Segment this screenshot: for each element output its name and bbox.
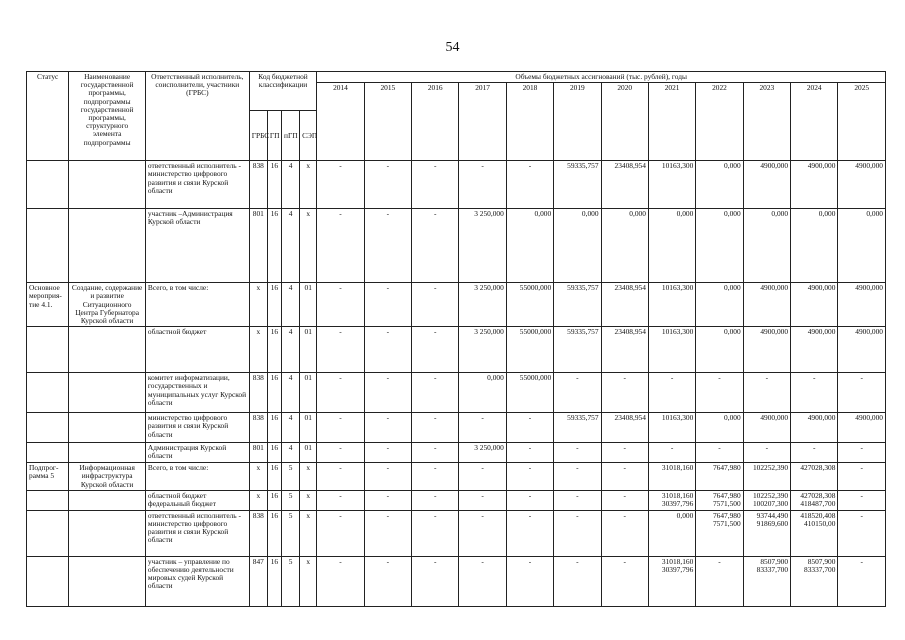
cell-name xyxy=(69,510,146,556)
cell-value: 10163,300 xyxy=(648,413,695,443)
cell-code: 838 xyxy=(249,413,267,443)
cell-value: 4900,000 xyxy=(791,161,838,209)
cell-value: - xyxy=(601,510,648,556)
cell-value: - xyxy=(364,327,411,373)
cell-value: 0,000 xyxy=(696,283,743,327)
header-code-group: Код бюджетной классификации xyxy=(249,72,317,111)
cell-value: 55000,000 xyxy=(506,283,553,327)
cell-code: х xyxy=(249,327,267,373)
cell-value: 0,000 xyxy=(648,209,695,283)
cell-status xyxy=(27,373,69,413)
header-executor: Ответственный исполнитель, соисполнители, участники (ГРБС) xyxy=(145,72,249,161)
cell-code: 16 xyxy=(267,373,281,413)
cell-value: - xyxy=(791,443,838,463)
cell-value: 31018,160 xyxy=(648,463,695,491)
cell-value: - xyxy=(696,373,743,413)
cell-name xyxy=(69,161,146,209)
header-code: ГРБС xyxy=(249,111,267,161)
cell-executor: министерство цифрового развития и связи Курской области xyxy=(145,413,249,443)
cell-value: 23408,954 xyxy=(601,327,648,373)
cell-value: 427028,308 xyxy=(791,463,838,491)
cell-value: 23408,954 xyxy=(601,413,648,443)
cell-value: - xyxy=(317,161,364,209)
cell-value: - xyxy=(506,161,553,209)
header-year: 2020 xyxy=(601,83,648,161)
cell-status xyxy=(27,327,69,373)
cell-value: - xyxy=(838,510,886,556)
header-year: 2018 xyxy=(506,83,553,161)
cell-value: 0,000 xyxy=(648,510,695,556)
cell-value: - xyxy=(506,556,553,606)
header-year: 2015 xyxy=(364,83,411,161)
cell-code: 16 xyxy=(267,413,281,443)
cell-value: - xyxy=(412,556,459,606)
cell-value: 4900,000 xyxy=(743,283,790,327)
cell-value: - xyxy=(317,283,364,327)
cell-code: 01 xyxy=(300,327,317,373)
cell-code: 16 xyxy=(267,490,281,510)
cell-executor: комитет информатизации, государственных и муниципальных услуг Курской области xyxy=(145,373,249,413)
cell-name xyxy=(69,209,146,283)
table-row xyxy=(27,373,886,413)
cell-code: 4 xyxy=(281,443,299,463)
cell-code: 16 xyxy=(267,161,281,209)
cell-value: 0,000 xyxy=(554,209,601,283)
cell-value: - xyxy=(554,443,601,463)
cell-value: - xyxy=(459,490,506,510)
cell-value: - xyxy=(506,463,553,491)
header-year: 2016 xyxy=(412,83,459,161)
cell-status xyxy=(27,556,69,606)
cell-value: - xyxy=(364,463,411,491)
cell-value: - xyxy=(412,443,459,463)
cell-code: 4 xyxy=(281,373,299,413)
cell-value: 10163,300 xyxy=(648,283,695,327)
cell-code: 4 xyxy=(281,209,299,283)
cell-value: - xyxy=(554,490,601,510)
cell-code: 5 xyxy=(281,510,299,556)
cell-code: х xyxy=(300,556,317,606)
cell-value: 0,000 xyxy=(838,209,886,283)
cell-name xyxy=(69,556,146,606)
cell-value: 10163,300 xyxy=(648,327,695,373)
cell-executor: областной бюджет xyxy=(145,327,249,373)
table-row xyxy=(27,413,886,443)
cell-value: - xyxy=(601,373,648,413)
cell-code: 4 xyxy=(281,283,299,327)
header-volume-group: Объемы бюджетных ассигнований (тыс. рублей), годы xyxy=(317,72,886,83)
table-row xyxy=(27,161,886,209)
cell-code: 801 xyxy=(249,443,267,463)
cell-value: 418520,408 410150,00 xyxy=(791,510,838,556)
cell-value: - xyxy=(506,443,553,463)
cell-value: - xyxy=(459,413,506,443)
cell-code: х xyxy=(249,490,267,510)
cell-code: 16 xyxy=(267,327,281,373)
cell-value: - xyxy=(648,373,695,413)
cell-value: 3 250,000 xyxy=(459,209,506,283)
cell-value: - xyxy=(506,490,553,510)
cell-value: 59335,757 xyxy=(554,413,601,443)
cell-executor: участник –Администрация Курской области xyxy=(145,209,249,283)
cell-code: 01 xyxy=(300,283,317,327)
cell-value: - xyxy=(317,510,364,556)
cell-value: 0,000 xyxy=(506,209,553,283)
cell-executor: Администрация Курской области xyxy=(145,443,249,463)
table-row xyxy=(27,327,886,373)
cell-name xyxy=(69,413,146,443)
cell-code: 838 xyxy=(249,373,267,413)
cell-value: - xyxy=(317,490,364,510)
cell-value: 8507,900 83337,700 xyxy=(791,556,838,606)
cell-code: 16 xyxy=(267,510,281,556)
header-year: 2023 xyxy=(743,83,790,161)
cell-value: 102252,390 xyxy=(743,463,790,491)
cell-value: - xyxy=(743,373,790,413)
cell-value: 427028,308 418487,700 xyxy=(791,490,838,510)
header-year: 2017 xyxy=(459,83,506,161)
header-year: 2022 xyxy=(696,83,743,161)
cell-value: 102252,390 100207,300 xyxy=(743,490,790,510)
budget-table xyxy=(26,71,886,607)
cell-value: 4900,000 xyxy=(791,283,838,327)
cell-value: - xyxy=(459,161,506,209)
cell-executor: участник – управление по обеспечению деятельности мировых судей Курской области xyxy=(145,556,249,606)
cell-value: 0,000 xyxy=(791,209,838,283)
cell-value: - xyxy=(554,463,601,491)
cell-code: х xyxy=(300,490,317,510)
cell-code: х xyxy=(249,283,267,327)
cell-value: - xyxy=(412,161,459,209)
cell-value: - xyxy=(838,443,886,463)
cell-status: Подпрог-рамма 5 xyxy=(27,463,69,491)
cell-value: - xyxy=(317,556,364,606)
cell-status xyxy=(27,443,69,463)
cell-code: 5 xyxy=(281,490,299,510)
cell-value: - xyxy=(506,510,553,556)
cell-value: - xyxy=(364,413,411,443)
cell-code: х xyxy=(300,463,317,491)
cell-executor: Всего, в том числе: xyxy=(145,283,249,327)
cell-name xyxy=(69,373,146,413)
cell-value: 3 250,000 xyxy=(459,283,506,327)
header-year: 2024 xyxy=(791,83,838,161)
cell-value: - xyxy=(317,413,364,443)
header-code: пГП xyxy=(281,111,299,161)
cell-value: 4900,000 xyxy=(838,413,886,443)
cell-value: 0,000 xyxy=(696,161,743,209)
cell-executor: Всего, в том числе: xyxy=(145,463,249,491)
cell-code: 847 xyxy=(249,556,267,606)
cell-value: 59335,757 xyxy=(554,283,601,327)
cell-value: - xyxy=(364,510,411,556)
cell-value: 4900,000 xyxy=(838,161,886,209)
cell-value: 0,000 xyxy=(459,373,506,413)
cell-value: - xyxy=(601,490,648,510)
cell-value: - xyxy=(459,510,506,556)
cell-value: - xyxy=(554,373,601,413)
cell-value: 0,000 xyxy=(696,327,743,373)
cell-code: 5 xyxy=(281,556,299,606)
header-year: 2019 xyxy=(554,83,601,161)
cell-value: 4900,000 xyxy=(743,413,790,443)
cell-code: 4 xyxy=(281,413,299,443)
cell-value: 0,000 xyxy=(696,209,743,283)
cell-value: - xyxy=(696,443,743,463)
cell-name: Информационная инфраструктура Курской области xyxy=(69,463,146,491)
cell-value: - xyxy=(317,443,364,463)
cell-value: 7647,980 xyxy=(696,463,743,491)
cell-value: - xyxy=(412,373,459,413)
cell-value: - xyxy=(412,510,459,556)
cell-value: 55000,000 xyxy=(506,327,553,373)
cell-code: х xyxy=(300,161,317,209)
cell-value: - xyxy=(364,161,411,209)
cell-value: 23408,954 xyxy=(601,161,648,209)
cell-status xyxy=(27,490,69,510)
table-row xyxy=(27,556,886,606)
cell-status xyxy=(27,413,69,443)
header-status: Статус xyxy=(27,72,69,161)
cell-value: 4900,000 xyxy=(791,327,838,373)
cell-value: - xyxy=(412,413,459,443)
cell-value: 4900,000 xyxy=(791,413,838,443)
cell-value: - xyxy=(459,463,506,491)
cell-code: 838 xyxy=(249,161,267,209)
cell-code: 16 xyxy=(267,443,281,463)
header-code: ГП xyxy=(267,111,281,161)
cell-code: х xyxy=(249,463,267,491)
page-number: 54 xyxy=(445,40,460,55)
cell-value: 3 250,000 xyxy=(459,443,506,463)
cell-name xyxy=(69,443,146,463)
header-year: 2014 xyxy=(317,83,364,161)
cell-value: 93744,490 91869,600 xyxy=(743,510,790,556)
cell-value: - xyxy=(364,443,411,463)
cell-value: - xyxy=(791,373,838,413)
cell-value: - xyxy=(838,556,886,606)
cell-code: 01 xyxy=(300,413,317,443)
cell-value: - xyxy=(412,463,459,491)
cell-value: - xyxy=(364,283,411,327)
cell-value: - xyxy=(317,209,364,283)
cell-value: 7647,980 7571,500 xyxy=(696,490,743,510)
cell-value: - xyxy=(459,556,506,606)
cell-code: 16 xyxy=(267,556,281,606)
cell-code: 16 xyxy=(267,209,281,283)
cell-value: 59335,757 xyxy=(554,327,601,373)
cell-value: - xyxy=(554,510,601,556)
cell-status xyxy=(27,161,69,209)
cell-value: - xyxy=(838,373,886,413)
cell-code: 4 xyxy=(281,161,299,209)
cell-value: - xyxy=(364,209,411,283)
table-row xyxy=(27,510,886,556)
cell-value: - xyxy=(412,283,459,327)
cell-value: - xyxy=(601,556,648,606)
cell-value: 59335,757 xyxy=(554,161,601,209)
cell-name xyxy=(69,490,146,510)
cell-value: - xyxy=(601,443,648,463)
cell-value: - xyxy=(364,490,411,510)
cell-code: 01 xyxy=(300,443,317,463)
table-row xyxy=(27,490,886,510)
cell-status: Основное мероприя-тие 4.1. xyxy=(27,283,69,327)
cell-value: - xyxy=(412,490,459,510)
cell-value: - xyxy=(412,327,459,373)
cell-code: 01 xyxy=(300,373,317,413)
cell-value: 4900,000 xyxy=(838,327,886,373)
cell-value: 8507,900 83337,700 xyxy=(743,556,790,606)
cell-executor: ответственный исполнитель - министерство цифрового развития и связи Курской области xyxy=(145,161,249,209)
cell-value: - xyxy=(554,556,601,606)
cell-code: 16 xyxy=(267,463,281,491)
cell-code: 4 xyxy=(281,327,299,373)
cell-value: - xyxy=(648,443,695,463)
cell-executor: областной бюджет федеральный бюджет xyxy=(145,490,249,510)
cell-value: - xyxy=(601,463,648,491)
cell-value: - xyxy=(317,373,364,413)
table-row xyxy=(27,463,886,491)
cell-value: 3 250,000 xyxy=(459,327,506,373)
cell-value: - xyxy=(364,556,411,606)
cell-code: 801 xyxy=(249,209,267,283)
cell-code: 16 xyxy=(267,283,281,327)
cell-value: 0,000 xyxy=(696,413,743,443)
cell-value: - xyxy=(838,490,886,510)
cell-value: 10163,300 xyxy=(648,161,695,209)
cell-code: 838 xyxy=(249,510,267,556)
cell-value: - xyxy=(506,413,553,443)
header-name: Наименование государственной программы, подпрограммы государственной программы, структурного элемента подпрограммы xyxy=(69,72,146,161)
cell-value: - xyxy=(412,209,459,283)
cell-name xyxy=(69,327,146,373)
cell-value: - xyxy=(317,327,364,373)
cell-value: - xyxy=(317,463,364,491)
cell-value: 4900,000 xyxy=(743,327,790,373)
table-row xyxy=(27,283,886,327)
cell-code: х xyxy=(300,510,317,556)
cell-value: 23408,954 xyxy=(601,283,648,327)
cell-status xyxy=(27,209,69,283)
cell-value: 31018,160 30397,796 xyxy=(648,556,695,606)
cell-value: 4900,000 xyxy=(743,161,790,209)
table-row xyxy=(27,443,886,463)
cell-value: - xyxy=(696,556,743,606)
cell-value: 0,000 xyxy=(743,209,790,283)
cell-value: 55000,000 xyxy=(506,373,553,413)
cell-value: 7647,980 7571,500 xyxy=(696,510,743,556)
cell-executor: ответственный исполнитель - министерство цифрового развития и связи Курской области xyxy=(145,510,249,556)
header-year: 2025 xyxy=(838,83,886,161)
cell-value: 4900,000 xyxy=(838,283,886,327)
cell-name: Создание, содержание и развитие Ситуационного Центра Губернатора Курской области xyxy=(69,283,146,327)
cell-code: 5 xyxy=(281,463,299,491)
header-year: 2021 xyxy=(648,83,695,161)
cell-value: 31018,160 30397,796 xyxy=(648,490,695,510)
header-code: СЭП xyxy=(300,111,317,161)
cell-status xyxy=(27,510,69,556)
cell-value: - xyxy=(743,443,790,463)
cell-code: х xyxy=(300,209,317,283)
cell-value: - xyxy=(364,373,411,413)
cell-value: - xyxy=(838,463,886,491)
table-row xyxy=(27,209,886,283)
cell-value: 0,000 xyxy=(601,209,648,283)
